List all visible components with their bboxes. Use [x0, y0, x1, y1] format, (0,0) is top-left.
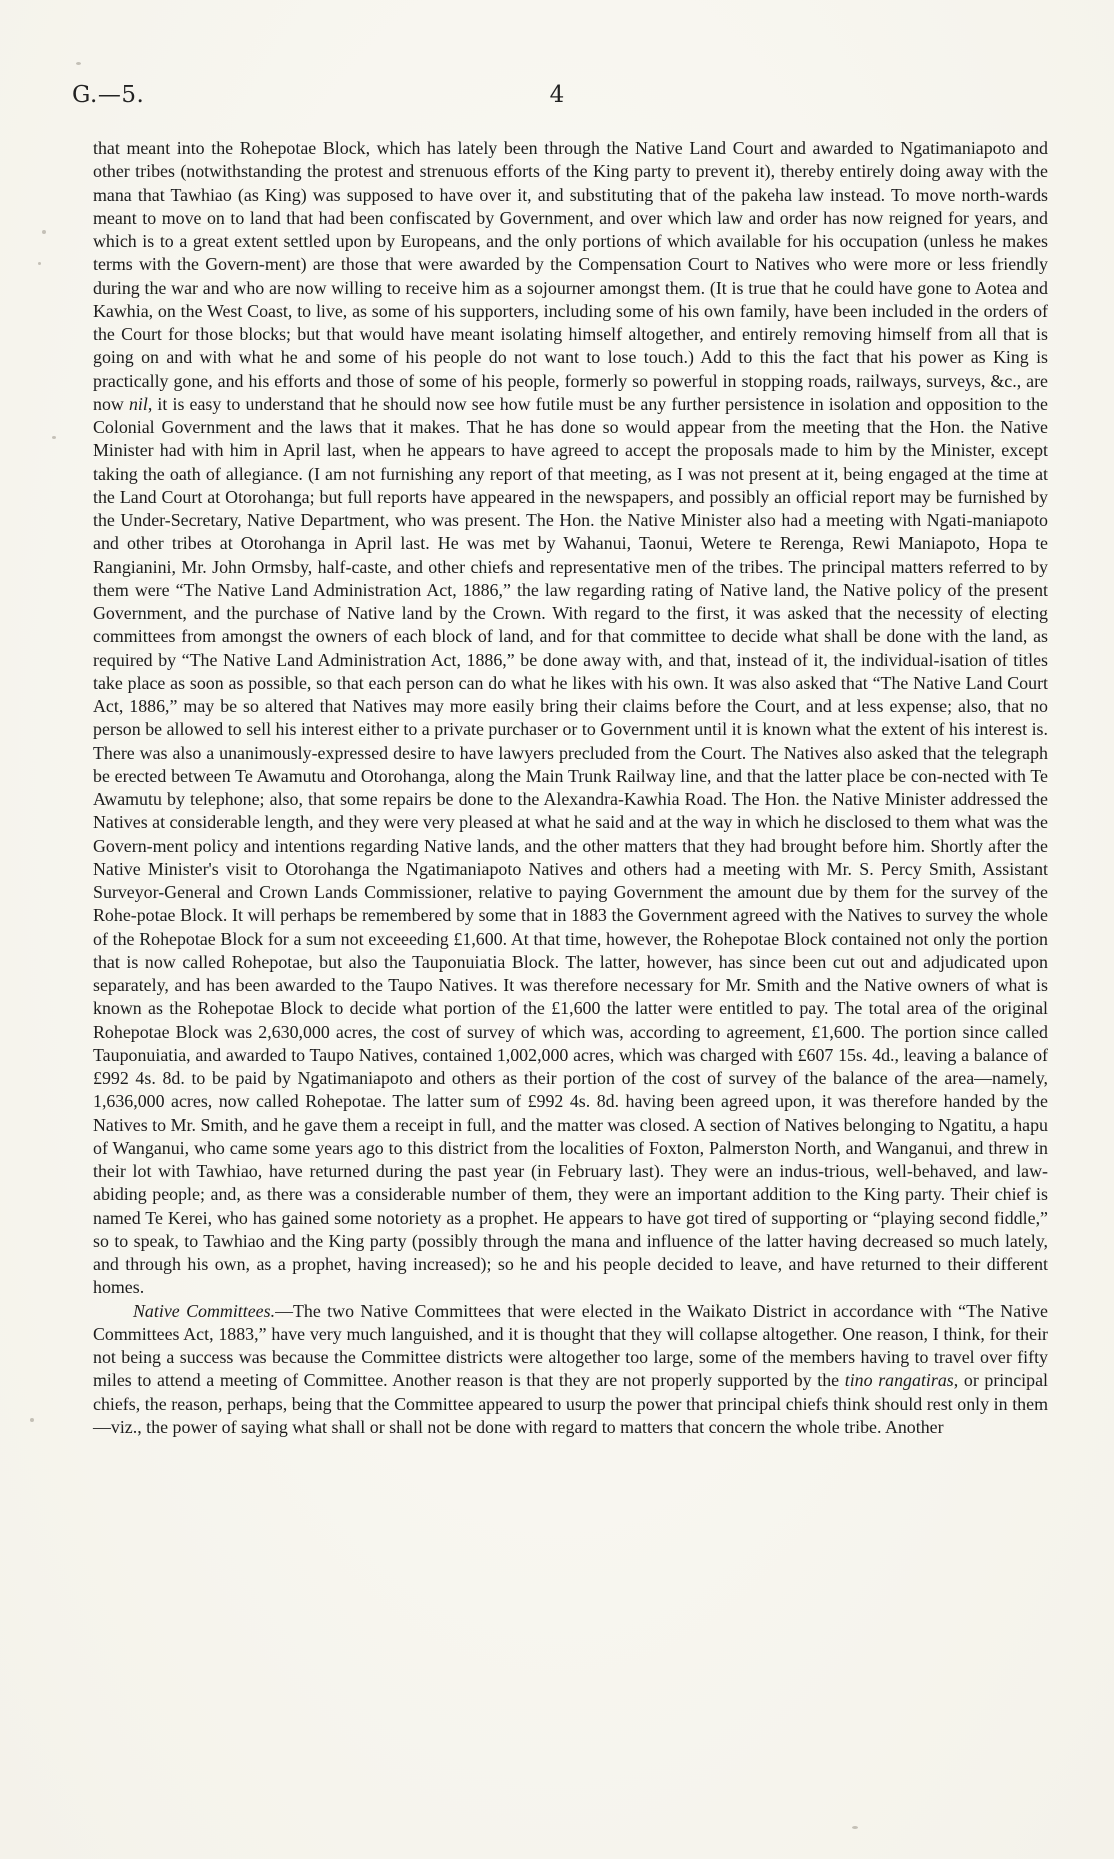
paper-speck — [52, 436, 56, 439]
paragraph-text: —The two Native Committees that were elected in the Waikato District in accordance with “The Native Committees Act, 1883,” have very much languished, and it is thought that they will collapse altogether. One reason, I think, for their not being a success was because the Committee districts were altogether too large, some of the members having to travel over fifty miles to attend a meeting of Committee. Another reason is that they are not properly supported by the — [93, 1300, 1048, 1391]
paragraph-native-committees — [93, 1300, 1048, 1440]
section-heading: Native Committees. — [133, 1300, 276, 1321]
paper-speck — [42, 230, 46, 234]
page-header — [72, 82, 1042, 116]
document-id: G.—5. — [72, 82, 145, 108]
paper-speck — [76, 62, 81, 65]
paper-speck — [38, 262, 41, 265]
paper-speck — [852, 1826, 858, 1829]
paragraph-rohepotae — [93, 137, 1048, 1300]
italic-term: tino rangatiras — [844, 1370, 954, 1391]
paragraph-text: , or principal chiefs, the reason, perhaps, being that the Committee appeared to usurp the power that principal chiefs think should rest only in them—viz., the power of saying what shall or shall not be done with regard to matters that concern the whole tribe. Another — [93, 1370, 1048, 1437]
body-text — [93, 137, 1048, 1439]
paragraph-text: , it is easy to understand that he should now see how futile must be any further persistence in isolation and opposition to the Colonial Government and the laws that it makes. That he has done so would appear from the meeting that the Hon. the Native Minister had with him in April last, when he appears to have agreed to accept the proposals made to him by the Minister, except taking the oath of allegiance. (I am not furnishing any report of that meeting, as I was not present at it, being engaged at the time at the Land Court at Otorohanga; but full reports have appeared in the newspapers, and possibly an official report may be furnished by the Under-Secretary, Native Department, who was present. The Hon. the Native Minister also had a meeting with Ngati-maniapoto and other tribes at Otorohanga in April last. He was met by Wahanui, Taonui, Wetere te Rerenga, Rewi Maniapoto, Hopa te Rangianini, Mr. John Ormsby, half-caste, and other chiefs and representative men of the tribes. The principal matters referred to by them were “The Native Land Administration Act, 1886,” the law regarding rating of Native land, the Native policy of the present Government, and the purchase of Native land by the Crown. With regard to the first, it was asked that the necessity of electing committees from amongst the owners of each block of land, and for that committee to decide what shall be done with the land, as required by “The Native Land Administration Act, 1886,” be done away with, and that, instead of it, the individual-isation of titles take place as soon as possible, so that each person can do what he likes with his own. It was also asked that “The Native Land Court Act, 1886,” may be so altered that Natives may more easily bring their claims before the Court, and at less expense; also, that no person be allowed to sell his interest either to a private purchaser or to Government until it is known what the extent of his interest is. There was also a unanimously-expressed desire to have lawyers precluded from the Court. The Natives also asked that the telegraph be erected between Te Awamutu and Otorohanga, along the Main Trunk Railway line, and that the latter place be con-nected with Te Awamutu by telephone; also, that some repairs be done to the Alexandra-Kawhia Road. The Hon. the Native Minister addressed the Natives at considerable length, and they were very pleased at what he said and at the way in which he disclosed to them what was the Govern-ment policy and intentions regarding Native lands, and the other matters that they had brought before him. Shortly after the Native Minister's visit to Otorohanga the Ngatimaniapoto Natives and others had a meeting with Mr. S. Percy Smith, Assistant Surveyor-General and Crown Lands Commissioner, relative to paying Government the amount due by them for the survey of the Rohe-potae Block. It will perhaps be remembered by some that in 1883 the Government agreed with the Natives to survey the whole of the Rohepotae Block for a sum not exceeeding £1,600. At that time, however, the Rohepotae Block contained not only the portion that is now called Rohepotae, but also the Tauponuiatia Block. The latter, however, has since been cut out and adjudicated upon separately, and has been awarded to the Taupo Natives. It was therefore necessary for Mr. Smith and the Native owners of what is known as the Rohepotae Block to decide what portion of the £1,600 the latter were entitled to pay. The total area of the original Rohepotae Block was 2,630,000 acres, the cost of survey of which was, according to agreement, £1,600. The portion since called Tauponuiatia, and awarded to Taupo Natives, contained 1,002,000 acres, which was charged with £607 15s. 4d., leaving a balance of £992 4s. 8d. to be paid by Ngatimaniapoto and others as their portion of the cost of survey of the balance of the area—namely, 1,636,000 acres, now called Rohepotae. The latter sum of £992 4s. 8d. having been agreed upon, it was therefore handed by the Natives to Mr. Smith, and he gave them a receipt in full, and the matter was closed. A section of Natives belonging to Ngatitu, a hapu of Wanganui, who came some years ago to this district from the localities of Foxton, Palmerston North, and Wanganui, and threw in their lot with Tawhiao, have returned during the past year (in February last). They were an indus-trious, well-behaved, and law-abiding people; and, as there was a considerable number of them, they were an important addition to the King party. Their chief is named Te Kerei, who has gained some notoriety as a prophet. He appears to have got tired of supporting or “playing second fiddle,” so to speak, to Tawhiao and the King party (possibly through the mana and influence of the latter having decreased so much lately, and through his own, as a prophet, having increased); so he and his people decided to leave, and have returned to their different homes. — [93, 393, 1048, 1298]
paragraph-text: that meant into the Rohepotae Block, which has lately been through the Native Land Court and awarded to Ngatimaniapoto and other tribes (notwithstanding the protest and strenuous efforts of the King party to prevent it), thereby entirely doing away with the mana that Tawhiao (as King) was supposed to have over it, and substituting that of the pakeha law instead. To move north-wards meant to move on to land that had been confiscated by Government, and over which law and order has now reigned for years, and which is to a great extent settled upon by Europeans, and the only portions of which available for his occupation (unless he makes terms with the Govern-ment) are those that were awarded by the Compensation Court to Natives who were more or less friendly during the war and who are now willing to receive him as a sojourner amongst them. (It is true that he could have gone to Aotea and Kawhia, on the West Coast, to live, as some of his supporters, including some of his own family, have been included in the orders of the Court for those blocks; but that would have meant isolating himself altogether, and entirely removing himself from all that is going on and with what he and some of his people do not want to lose touch.) Add to this the fact that his power as King is practically gone, and his efforts and those of some of his people, formerly so powerful in stopping roads, railways, surveys, &c., are now — [93, 138, 1048, 414]
italic-term: nil — [128, 393, 148, 414]
page-number: 4 — [549, 82, 565, 108]
paper-speck — [30, 1418, 34, 1422]
